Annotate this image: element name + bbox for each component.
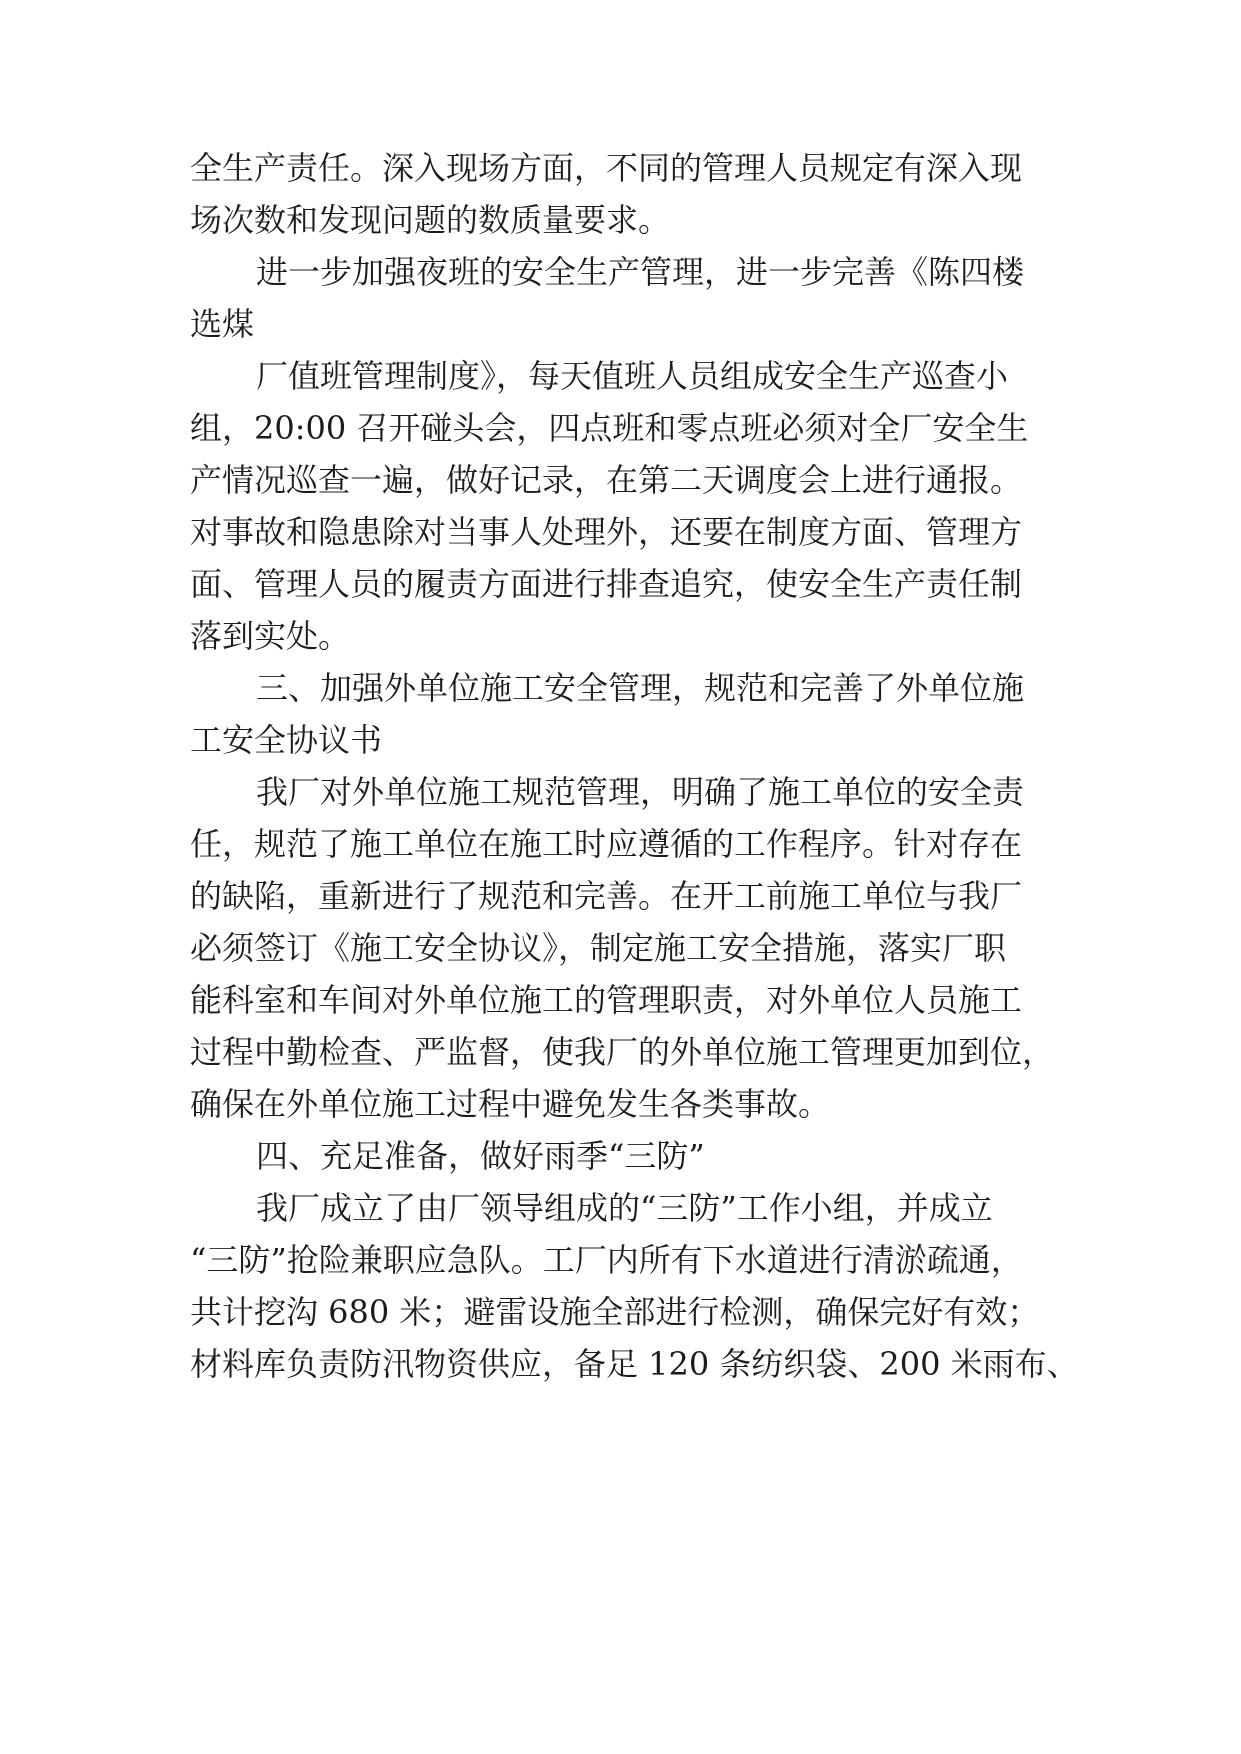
text-line: 确保在外单位施工过程中避免发生各类事故。 (190, 1085, 831, 1123)
paragraph-first-line: 厂值班管理制度》，每天值班人员组成安全生产巡查小 (256, 357, 1009, 395)
paragraph-first-line: 我厂对外单位施工规范管理，明确了施工单位的安全责 (256, 773, 1025, 811)
text-line: 对事故和隐患除对当事人处理外，还要在制度方面、管理方 (190, 513, 1023, 551)
text-line: 选煤 (190, 305, 255, 343)
text-line: 必须签订《施工安全协议》，制定施工安全措施，落实厂职 (190, 929, 1007, 967)
text-line: 的缺陷，重新进行了规范和完善。在开工前施工单位与我厂 (190, 877, 1023, 915)
section-heading-continued: 工安全协议书 (190, 721, 383, 759)
text-line: 共计挖沟 680 米；避雷设施全部进行检测，确保完好有效； (190, 1293, 1040, 1331)
paragraph-first-line: 进一步加强夜班的安全生产管理，进一步完善《陈四楼 (256, 253, 1025, 291)
text-line: 材料库负责防汛物资供应，备足 120 条纺织袋、200 米雨布、 (190, 1345, 1079, 1383)
text-line: 场次数和发现问题的数质量要求。 (190, 201, 671, 239)
text-line: 能科室和车间对外单位施工的管理职责，对外单位人员施工 (190, 981, 1023, 1019)
text-line: 过程中勤检查、严监督，使我厂的外单位施工管理更加到位， (190, 1033, 1055, 1071)
text-line: 面、管理人员的履责方面进行排查追究，使安全生产责任制 (190, 565, 1023, 603)
text-line: 任，规范了施工单位在施工时应遵循的工作程序。针对存在 (190, 825, 1023, 863)
text-line: 组，20:00 召开碰头会，四点班和零点班必须对全厂安全生 (190, 409, 1029, 447)
text-line: 落到实处。 (190, 617, 351, 655)
text-line: “三防”抢险兼职应急队。工厂内所有下水道进行清淤疏通， (190, 1241, 1023, 1279)
section-heading: 三、加强外单位施工安全管理，规范和完善了外单位施 (256, 669, 1025, 707)
text-line: 全生产责任。深入现场方面，不同的管理人员规定有深入现 (190, 149, 1023, 187)
text-line: 产情况巡查一遍，做好记录，在第二天调度会上进行通报。 (190, 461, 1023, 499)
paragraph-first-line: 我厂成立了由厂领导组成的“三防”工作小组，并成立 (256, 1189, 993, 1227)
section-heading: 四、充足准备，做好雨季“三防” (256, 1137, 705, 1175)
